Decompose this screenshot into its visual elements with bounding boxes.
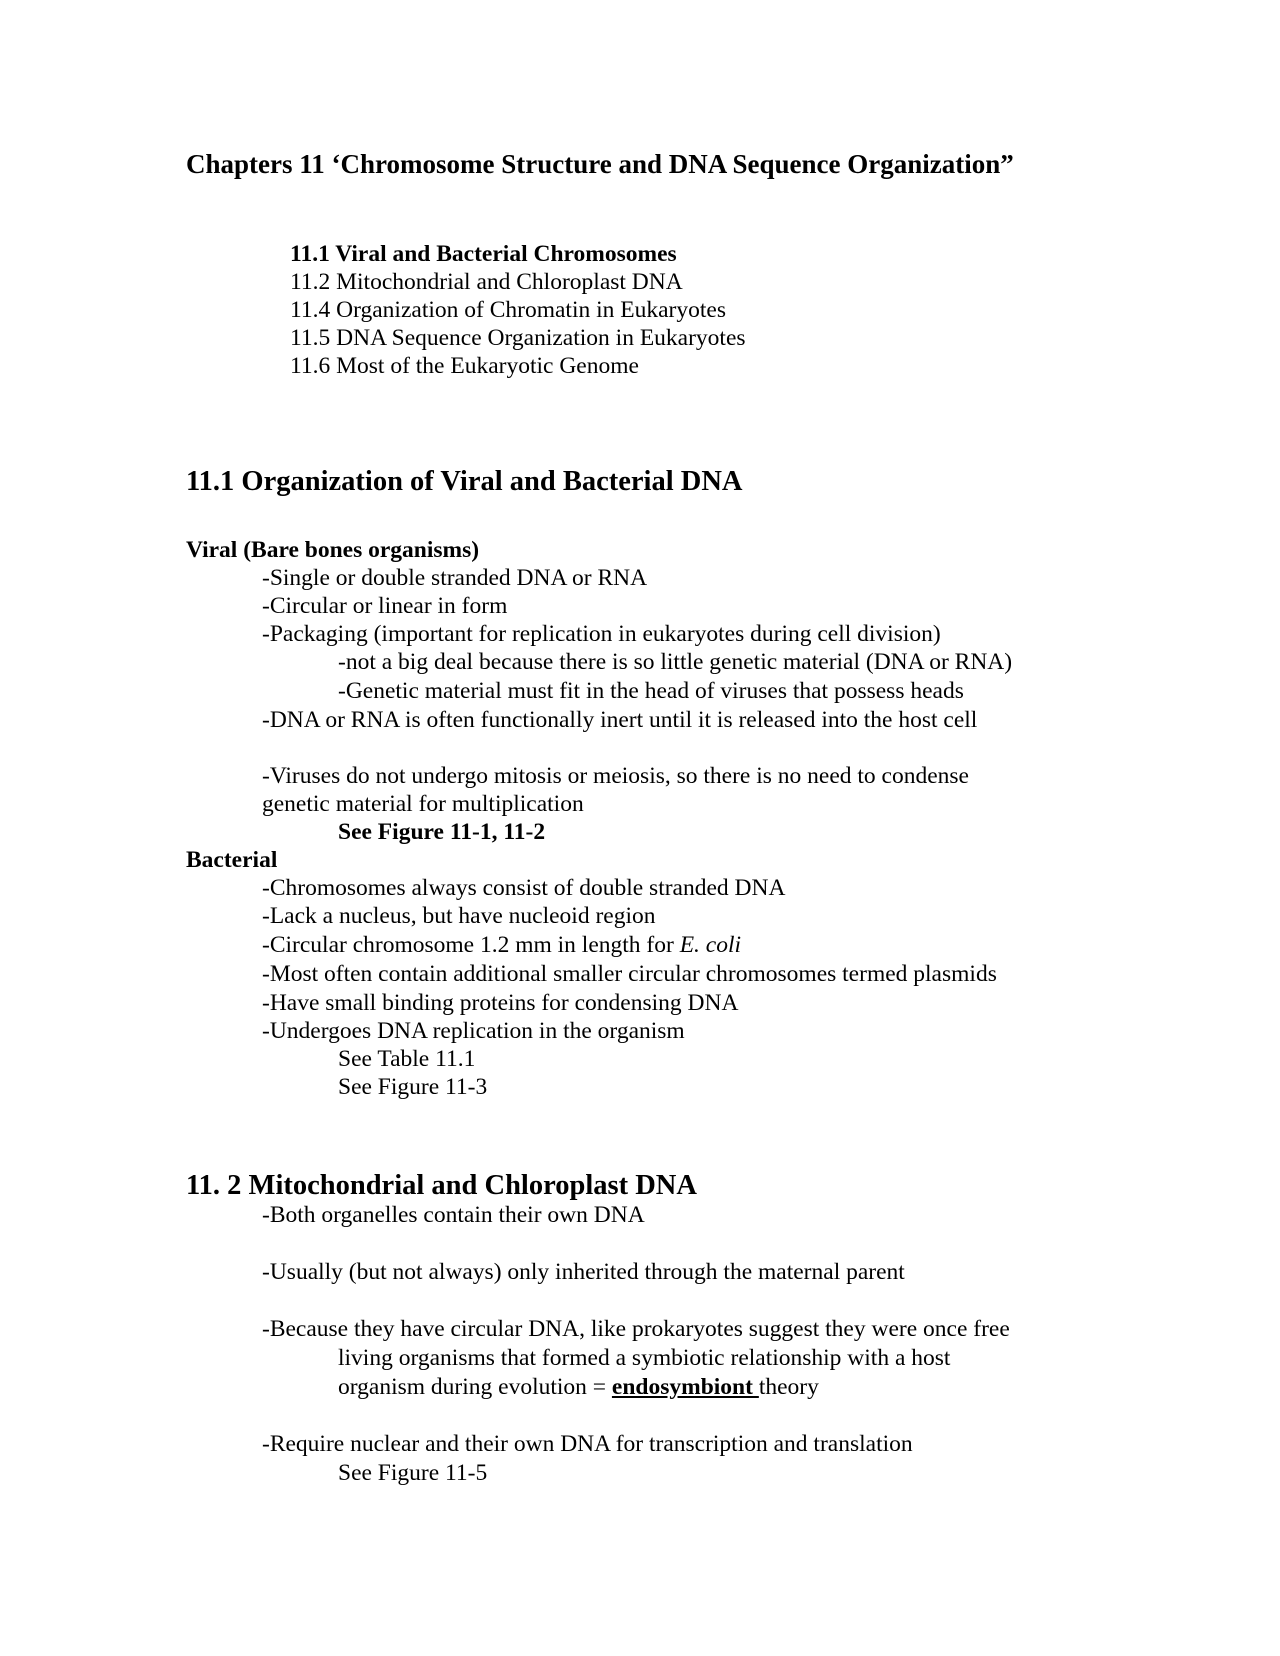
- bacterial-line: -Have small binding proteins for condensing DNA: [262, 990, 739, 1016]
- viral-line: -Circular or linear in form: [262, 593, 508, 619]
- organelle-line-text: organism during evolution =: [338, 1374, 612, 1400]
- viral-line: -DNA or RNA is often functionally inert until it is released into the host cell: [262, 707, 978, 733]
- viral-line-continued: genetic material for multiplication: [262, 791, 584, 817]
- bacterial-line: [262, 931, 741, 959]
- organelle-line: -Both organelles contain their own DNA: [262, 1202, 645, 1228]
- organelle-line: -Require nuclear and their own DNA for transcription and translation: [262, 1431, 913, 1457]
- bacterial-line: -Undergoes DNA replication in the organism: [262, 1018, 685, 1044]
- bacterial-line: -Lack a nucleus, but have nucleoid region: [262, 903, 656, 929]
- section-heading-11-1: 11.1 Organization of Viral and Bacterial DNA: [186, 466, 743, 497]
- organelle-line-continued: [338, 1373, 819, 1401]
- toc-item: 11.1 Viral and Bacterial Chromosomes: [290, 241, 677, 267]
- organelle-figure-reference: See Figure 11-5: [338, 1460, 488, 1486]
- organelle-line-continued: living organisms that formed a symbiotic relationship with a host: [338, 1345, 951, 1371]
- organism-name: E. coli: [679, 932, 742, 958]
- viral-heading: Viral (Bare bones organisms): [186, 537, 480, 563]
- toc-item: 11.2 Mitochondrial and Chloroplast DNA: [290, 269, 683, 295]
- bacterial-line: -Chromosomes always consist of double stranded DNA: [262, 875, 786, 901]
- viral-figure-reference: See Figure 11-1, 11-2: [338, 819, 546, 845]
- viral-line: -Single or double stranded DNA or RNA: [262, 565, 648, 591]
- organelle-line: -Because they have circular DNA, like prokaryotes suggest they were once free: [262, 1316, 1010, 1342]
- section-heading-11-2: 11. 2 Mitochondrial and Chloroplast DNA: [186, 1170, 697, 1201]
- bacterial-table-reference: See Table 11.1: [338, 1046, 476, 1072]
- viral-line: -Viruses do not undergo mitosis or meiosis, so there is no need to condense: [262, 763, 969, 789]
- viral-line: -Packaging (important for replication in eukaryotes during cell division): [262, 621, 941, 647]
- bacterial-line-text: -Circular chromosome 1.2 mm in length for: [262, 932, 680, 958]
- document-title: Chapters 11 ‘Chromosome Structure and DNA Sequence Organization”: [186, 149, 1014, 179]
- endosymbiont-term: endosymbiont: [611, 1374, 759, 1400]
- toc-item: 11.6 Most of the Eukaryotic Genome: [290, 353, 639, 379]
- bacterial-figure-reference: See Figure 11-3: [338, 1074, 488, 1100]
- bacterial-line: -Most often contain additional smaller circular chromosomes termed plasmids: [262, 961, 997, 987]
- bacterial-heading: Bacterial: [186, 847, 278, 873]
- viral-subline: -not a big deal because there is so little genetic material (DNA or RNA): [338, 649, 1013, 675]
- organelle-line: -Usually (but not always) only inherited through the maternal parent: [262, 1259, 905, 1285]
- organelle-line-text: theory: [758, 1374, 819, 1400]
- toc-item: 11.4 Organization of Chromatin in Eukaryotes: [290, 297, 726, 323]
- viral-subline: -Genetic material must fit in the head of viruses that possess heads: [338, 678, 964, 704]
- toc-item: 11.5 DNA Sequence Organization in Eukaryotes: [290, 325, 746, 351]
